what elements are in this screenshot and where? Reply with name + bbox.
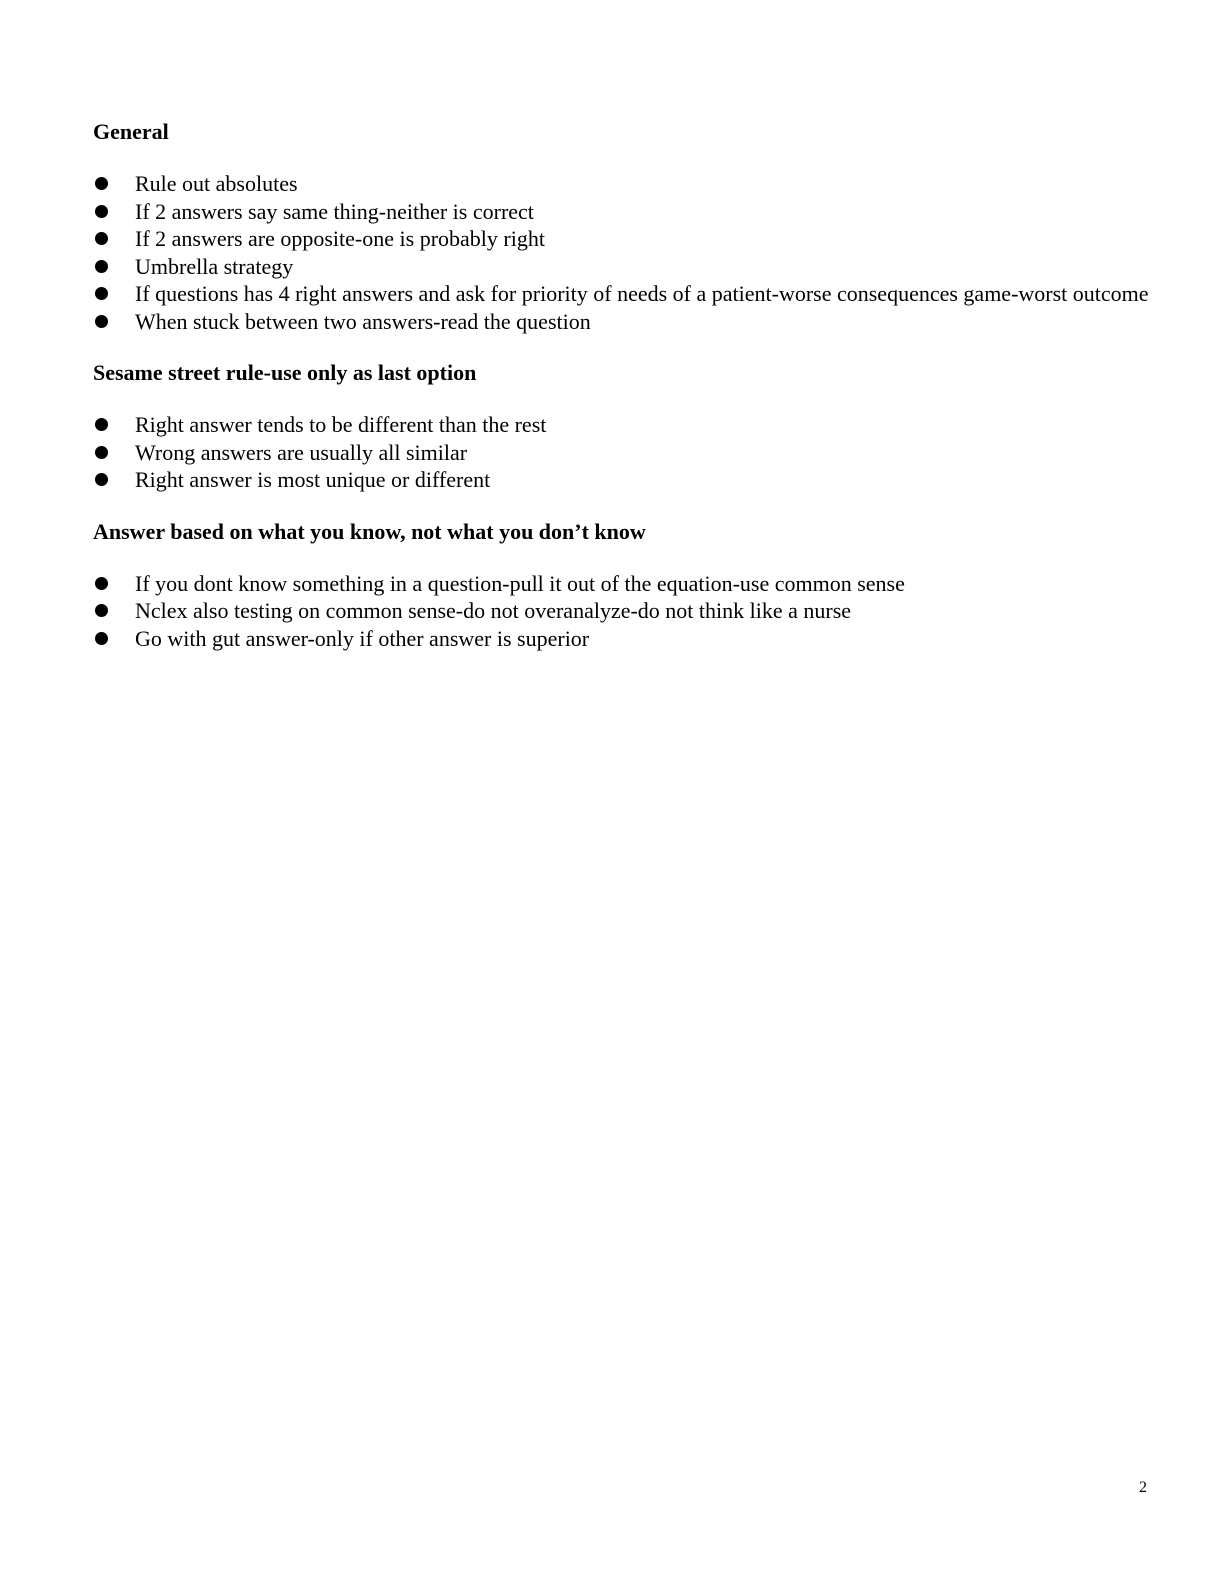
list-item bbox=[93, 625, 1153, 653]
page-content bbox=[93, 116, 1153, 674]
section-heading-answer-based: Answer based on what you know, not what you don’t know bbox=[93, 518, 646, 544]
section-heading-sesame-street: Sesame street rule-use only as last option bbox=[93, 360, 477, 385]
bullet-icon bbox=[95, 205, 108, 218]
bullet-icon bbox=[95, 287, 108, 300]
bullet-list-sesame-street bbox=[93, 411, 1153, 494]
bullet-icon bbox=[95, 177, 108, 190]
bullet-list-general bbox=[93, 170, 1153, 335]
list-item bbox=[93, 439, 1153, 467]
bullet-icon bbox=[95, 446, 108, 459]
list-item bbox=[93, 466, 1153, 494]
list-item bbox=[93, 570, 1153, 598]
bullet-icon bbox=[95, 604, 108, 617]
list-item bbox=[93, 308, 1153, 336]
bullet-icon bbox=[95, 632, 108, 645]
list-item-text: If you dont know something in a question-pull it out of the equation-use common sense bbox=[135, 570, 905, 596]
list-item bbox=[93, 280, 1153, 308]
bullet-icon bbox=[95, 315, 108, 328]
list-item bbox=[93, 170, 1153, 198]
list-item bbox=[93, 253, 1153, 281]
list-item-text: Go with gut answer-only if other answer is superior bbox=[135, 625, 590, 651]
list-item bbox=[93, 597, 1153, 625]
list-item bbox=[93, 198, 1153, 226]
list-item-text: If 2 answers say same thing-neither is correct bbox=[135, 198, 534, 224]
section-heading-general: General bbox=[93, 119, 169, 144]
list-item bbox=[93, 225, 1153, 253]
list-item-text: Right answer tends to be different than the rest bbox=[135, 412, 547, 437]
list-item-text: Nclex also testing on common sense-do not overanalyze-do not think like a nurse bbox=[135, 598, 852, 623]
list-item-text: Wrong answers are usually all similar bbox=[135, 439, 468, 465]
bullet-icon bbox=[95, 260, 108, 273]
page-number: 2 bbox=[1139, 1479, 1147, 1496]
list-item-text: Right answer is most unique or different bbox=[135, 467, 491, 492]
bullet-list-answer-based bbox=[93, 570, 1153, 653]
list-item-text: If questions has 4 right answers and ask for priority of needs of a patient-worse consequences game-worst outcome bbox=[135, 281, 1149, 306]
bullet-icon bbox=[95, 418, 108, 431]
list-item-text: Rule out absolutes bbox=[135, 171, 298, 196]
bullet-icon bbox=[95, 577, 108, 590]
list-item bbox=[93, 411, 1153, 439]
list-item-text: When stuck between two answers-read the question bbox=[135, 308, 591, 334]
bullet-icon bbox=[95, 473, 108, 486]
list-item-text: Umbrella strategy bbox=[135, 253, 294, 279]
bullet-icon bbox=[95, 232, 108, 245]
list-item-text: If 2 answers are opposite-one is probably right bbox=[135, 226, 545, 251]
